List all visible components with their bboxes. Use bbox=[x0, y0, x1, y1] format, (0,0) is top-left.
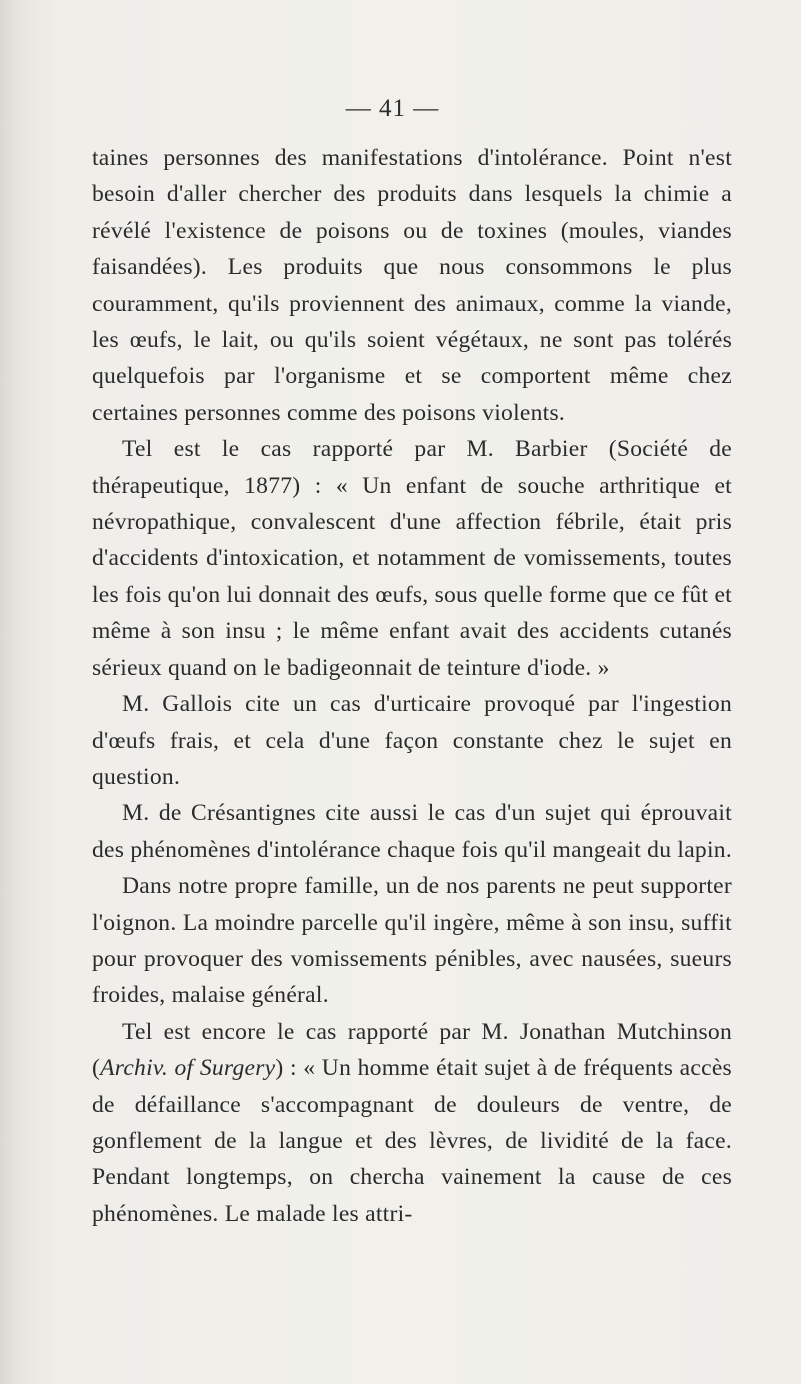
paragraph-6 bbox=[92, 1014, 732, 1232]
paragraph-6-text-before: Tel est encore le cas rapporté par M. Jonathan Mutchinson ( bbox=[92, 1018, 732, 1082]
paragraph-6-text-after: ) : « Un homme était sujet à de fréquents accès de défaillance s'accompagnant de douleurs de ventre, de gonflement de la langue et des lèvres, de lividité de la face. Pendant longtemps, on chercha vainement la cause de ces phénomènes. Le malade les attri- bbox=[92, 1055, 732, 1227]
body-text bbox=[92, 140, 732, 1232]
paragraph-3: M. Gallois cite un cas d'urticaire provoqué par l'ingestion d'œufs frais, et cela d'une façon constante chez le sujet en question. bbox=[92, 691, 732, 790]
paragraph-1: taines personnes des manifestations d'intolérance. Point n'est besoin d'aller chercher des produits dans lesquels la chimie a révélé l'existence de poisons ou de toxines (moules, viandes faisandées). Les produits que nous consommons le plus couramment, qu'ils proviennent des animaux, comme la viande, les œufs, le lait, ou qu'ils soient végétaux, ne sont pas tolérés quelquefois par l'organisme et se comportent même chez certaines personnes comme des poisons violents. bbox=[92, 145, 732, 426]
page-number: — 41 — bbox=[345, 95, 440, 122]
paragraph-5: Dans notre propre famille, un de nos parents ne peut supporter l'oignon. La moindre parcelle qu'il ingère, même à son insu, suffit pour provoquer des vomissements pénibles, avec nausées, sueurs froides, malaise général. bbox=[92, 873, 732, 1009]
paragraph-4: M. de Crésantignes cite aussi le cas d'un sujet qui éprouvait des phénomènes d'intolérance chaque fois qu'il mangeait du lapin. bbox=[92, 800, 732, 863]
journal-title: Archiv. of Surgery bbox=[100, 1055, 276, 1082]
paragraph-2: Tel est le cas rapporté par M. Barbier (Société de thérapeutique, 1877) : « Un enfant de souche arthritique et névropathique, convalescent d'une affection fébrile, était pris d'accidents d'intoxication, et notamment de vomissements, toutes les fois qu'on lui donnait des œufs, sous quelle forme que ce fût et même à son insu ; le même enfant avait des accidents cutanés sérieux quand on le badigeonnait de teinture d'iode. » bbox=[92, 436, 732, 681]
